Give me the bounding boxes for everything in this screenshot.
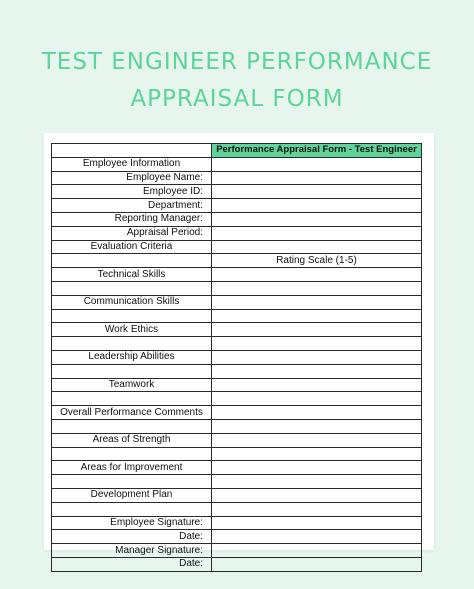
field-value-cell[interactable] xyxy=(212,171,422,185)
field-value-cell[interactable] xyxy=(212,350,422,364)
table-row xyxy=(52,199,422,213)
table-row xyxy=(52,475,422,489)
table-row xyxy=(52,392,422,406)
field-value-cell[interactable] xyxy=(212,268,422,282)
table-row xyxy=(52,419,422,433)
field-label: Department: xyxy=(52,199,212,213)
table-row xyxy=(52,323,422,337)
field-value-cell[interactable] xyxy=(212,157,422,171)
field-label: Communication Skills xyxy=(52,295,212,309)
field-value-cell[interactable] xyxy=(212,323,422,337)
table-row xyxy=(52,530,422,544)
field-value-cell[interactable] xyxy=(212,461,422,475)
table-row xyxy=(52,557,422,571)
field-value-cell[interactable] xyxy=(212,475,422,489)
field-value-cell[interactable] xyxy=(212,530,422,544)
field-label: Employee ID: xyxy=(52,185,212,199)
form-header: Performance Appraisal Form - Test Engineer xyxy=(212,144,422,158)
field-label: Development Plan xyxy=(52,488,212,502)
field-value-cell[interactable] xyxy=(212,337,422,351)
field-value-cell[interactable]: Rating Scale (1-5) xyxy=(212,254,422,268)
field-label: Employee Signature: xyxy=(52,516,212,530)
field-value-cell[interactable] xyxy=(212,447,422,461)
field-label: Work Ethics xyxy=(52,323,212,337)
table-row xyxy=(52,433,422,447)
field-label: Date: xyxy=(52,530,212,544)
field-value-cell[interactable] xyxy=(212,185,422,199)
field-value-cell[interactable] xyxy=(212,364,422,378)
field-value-cell[interactable] xyxy=(212,557,422,571)
field-value-cell[interactable] xyxy=(212,419,422,433)
table-row xyxy=(52,226,422,240)
field-label: Date: xyxy=(52,557,212,571)
table-row xyxy=(52,295,422,309)
table-row xyxy=(52,337,422,351)
field-label: Employee Information xyxy=(52,157,212,171)
field-label xyxy=(52,309,212,323)
table-row xyxy=(52,488,422,502)
field-label: Manager Signature: xyxy=(52,544,212,558)
page-title xyxy=(0,44,474,118)
field-label xyxy=(52,254,212,268)
form-header-row xyxy=(52,144,422,158)
table-row xyxy=(52,378,422,392)
field-value-cell[interactable] xyxy=(212,406,422,420)
field-value-cell[interactable] xyxy=(212,226,422,240)
field-label xyxy=(52,337,212,351)
field-label xyxy=(52,447,212,461)
table-row xyxy=(52,268,422,282)
field-label: Leadership Abilities xyxy=(52,350,212,364)
field-label: Reporting Manager: xyxy=(52,212,212,226)
field-label xyxy=(52,419,212,433)
page-title-line-1: TEST ENGINEER PERFORMANCE xyxy=(41,49,433,75)
table-row xyxy=(52,281,422,295)
field-value-cell[interactable] xyxy=(212,295,422,309)
field-value-cell[interactable] xyxy=(212,392,422,406)
table-row xyxy=(52,309,422,323)
field-value-cell[interactable] xyxy=(212,240,422,254)
table-row xyxy=(52,185,422,199)
field-label xyxy=(52,281,212,295)
appraisal-form-table xyxy=(51,143,422,572)
table-row xyxy=(52,502,422,516)
field-value-cell[interactable] xyxy=(212,502,422,516)
field-label xyxy=(52,502,212,516)
table-row xyxy=(52,364,422,378)
table-row xyxy=(52,157,422,171)
field-value-cell[interactable] xyxy=(212,378,422,392)
field-label: Areas for Improvement xyxy=(52,461,212,475)
table-row xyxy=(52,171,422,185)
field-value-cell[interactable] xyxy=(212,516,422,530)
table-row xyxy=(52,350,422,364)
form-sheet xyxy=(44,133,434,570)
field-value-cell[interactable] xyxy=(212,488,422,502)
table-row xyxy=(52,516,422,530)
field-label xyxy=(52,392,212,406)
field-label: Teamwork xyxy=(52,378,212,392)
field-label: Overall Performance Comments xyxy=(52,406,212,420)
field-value-cell[interactable] xyxy=(212,433,422,447)
table-row xyxy=(52,240,422,254)
table-row xyxy=(52,254,422,268)
field-label: Employee Name: xyxy=(52,171,212,185)
field-label: Areas of Strength xyxy=(52,433,212,447)
field-label xyxy=(52,475,212,489)
table-row xyxy=(52,212,422,226)
table-row xyxy=(52,461,422,475)
field-value-cell[interactable] xyxy=(212,199,422,213)
field-value-cell[interactable] xyxy=(212,212,422,226)
field-value-cell[interactable] xyxy=(212,544,422,558)
table-row xyxy=(52,406,422,420)
table-row xyxy=(52,544,422,558)
field-label: Technical Skills xyxy=(52,268,212,282)
field-label: Evaluation Criteria xyxy=(52,240,212,254)
page-title-line-2: APPRAISAL FORM xyxy=(130,86,344,112)
field-label xyxy=(52,364,212,378)
field-label: Appraisal Period: xyxy=(52,226,212,240)
header-blank-cell xyxy=(52,144,212,158)
field-value-cell[interactable] xyxy=(212,309,422,323)
field-value-cell[interactable] xyxy=(212,281,422,295)
table-row xyxy=(52,447,422,461)
